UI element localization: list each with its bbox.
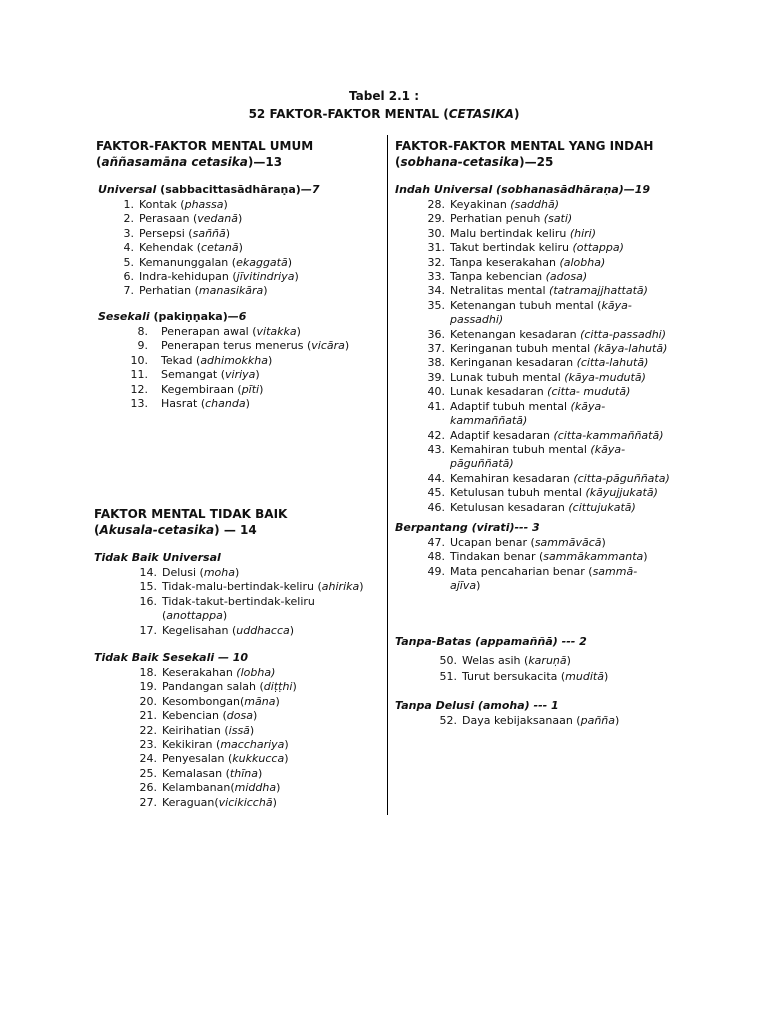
item-text: Lunak tubuh mental (kāya-mudutā): [450, 370, 646, 384]
list-item: [94, 695, 389, 709]
list-item: [94, 595, 389, 624]
list-item: [98, 397, 383, 411]
item-number: 12.: [130, 382, 148, 396]
item-number: 16.: [139, 594, 157, 608]
label-amoha: Tanpa Delusi (amoha) --- 1: [395, 699, 559, 712]
item-text: Penerapan terus menerus (vicāra): [161, 339, 350, 353]
list-item: [94, 624, 389, 638]
item-text: Kemahiran kesadaran (citta-pāguññata): [450, 471, 670, 485]
heading-umum: FAKTOR-FAKTOR MENTAL UMUM: [96, 139, 314, 153]
list-item: [395, 536, 680, 550]
item-text: Tindakan benar (sammākammanta): [450, 550, 648, 564]
item-text: Adaptif tubuh mental (kāya- kammaññatā): [450, 399, 606, 428]
item-text: Indra-kehidupan (jīvitindriya): [139, 270, 299, 284]
item-text: Kegembiraan (pīti): [161, 382, 264, 396]
item-number: 44.: [427, 471, 445, 485]
list-item: [395, 501, 680, 515]
table-title: Tabel 2.1 :: [349, 89, 419, 103]
group-amoha: [395, 699, 680, 728]
item-number: 21.: [139, 709, 157, 723]
item-text: Ketenangan kesadaran (citta-passadhi): [450, 327, 667, 341]
item-number: 51.: [439, 670, 457, 684]
item-text: Hasrat (chanda): [161, 397, 250, 411]
item-text: Keyakinan (saddhā): [450, 198, 560, 211]
item-number: 13.: [130, 397, 148, 411]
item-number: 25.: [139, 766, 157, 780]
list-item: [94, 666, 389, 680]
list-item: [395, 198, 680, 212]
list-item: [395, 371, 680, 385]
item-number: 19.: [139, 680, 157, 694]
list-item: [395, 356, 680, 370]
group-indah-universal: [395, 183, 680, 515]
item-text: Keserakahan (lobha): [162, 666, 276, 679]
list-item: [395, 486, 680, 500]
list-item: [98, 354, 383, 368]
item-number: 1.: [123, 198, 134, 211]
list-item: [98, 383, 383, 397]
list-item: [395, 429, 680, 443]
item-number: 33.: [427, 270, 445, 284]
item-number: 30.: [427, 226, 445, 240]
list-indah-universal: [395, 198, 680, 515]
list-item: [395, 270, 680, 284]
item-number: 34.: [427, 284, 445, 298]
item-number: 46.: [427, 500, 445, 514]
item-text: Mata pencaharian benar (sammā- ajīva): [450, 564, 638, 593]
item-text: Takut bertindak keliru (ottappa): [450, 241, 624, 255]
item-text: Pandangan salah (diṭṭhi): [162, 680, 297, 694]
item-number: 8.: [137, 325, 148, 338]
list-item: [395, 714, 680, 728]
label-virati: Berpantang (virati)--- 3: [395, 521, 540, 534]
item-number: 42.: [427, 428, 445, 442]
label-tidak-baik-universal: Tidak Baik Universal: [94, 551, 221, 564]
item-number: 10.: [130, 353, 148, 367]
item-continuation: kammaññatā): [450, 414, 528, 428]
item-text: Malu bertindak keliru (hiri): [450, 226, 597, 240]
list-sesekali: [98, 325, 383, 411]
list-tidak-baik-universal: [94, 566, 389, 638]
item-number: 9.: [137, 339, 148, 353]
label-sesekali: Sesekali (pakiṇṇaka)—6: [98, 310, 247, 323]
item-number: 43.: [427, 442, 445, 456]
item-continuation: ajīva): [450, 579, 481, 593]
item-number: 11.: [130, 368, 148, 382]
item-number: 5.: [123, 255, 134, 269]
item-text: Kehendak (cetanā): [139, 241, 243, 255]
item-text: Turut bersukacita (muditā): [462, 670, 609, 684]
list-item: [395, 227, 680, 241]
item-number: 38.: [427, 356, 445, 370]
heading-umum-sub: (aññasamāna cetasika)—13: [96, 155, 283, 169]
list-item: [98, 256, 383, 270]
group-virati: [395, 521, 680, 594]
item-continuation: passadhi): [450, 313, 504, 327]
section-indah: [395, 138, 675, 170]
item-text: Netralitas mental (tatramajjhattatā): [450, 284, 648, 298]
item-text: Welas asih (karuṇā): [462, 654, 571, 667]
list-item: [94, 580, 389, 594]
list-item: [395, 670, 680, 684]
item-number: 17.: [139, 623, 157, 637]
item-text: Kebencian (dosa): [162, 709, 258, 723]
list-item: [98, 368, 383, 382]
label-universal: Universal (sabbacittasādhāraṇa)—7: [98, 183, 320, 196]
item-number: 18.: [139, 666, 157, 679]
item-number: 40.: [427, 385, 445, 399]
label-indah-universal: Indah Universal (sobhanasādhāraṇa)—19: [395, 183, 651, 196]
list-item: [98, 212, 383, 226]
list-item: [98, 325, 383, 339]
item-number: 37.: [427, 342, 445, 356]
item-text: Keraguan(vicikicchā): [162, 795, 277, 809]
group-universal: [98, 183, 383, 299]
item-number: 31.: [427, 241, 445, 255]
item-text: Tidak-malu-bertindak-keliru (ahirika): [162, 580, 364, 594]
item-number: 49.: [427, 564, 445, 578]
list-appamanna: [395, 654, 680, 685]
item-text: Lunak kesadaran (citta- mudutā): [450, 385, 631, 399]
item-number: 29.: [427, 212, 445, 226]
list-item: [94, 724, 389, 738]
item-number: 4.: [123, 241, 134, 255]
list-item: [98, 198, 383, 212]
list-item: [395, 565, 680, 594]
label-tidak-baik-sesekali: Tidak Baik Sesekali — 10: [94, 651, 249, 664]
list-item: [94, 767, 389, 781]
item-text: Tanpa keserakahan (alobha): [450, 255, 606, 269]
list-item: [94, 680, 389, 694]
item-text: Semangat (viriya): [161, 368, 260, 382]
item-text: Tanpa kebencian (adosa): [450, 270, 588, 284]
item-number: 23.: [139, 738, 157, 752]
item-text: Penerapan awal (vitakka): [161, 325, 301, 338]
list-item: [395, 472, 680, 486]
list-item: [395, 241, 680, 255]
list-item: [395, 328, 680, 342]
group-tidak-baik-universal: [94, 551, 389, 638]
list-item: [395, 443, 680, 472]
section-tidak-baik: [94, 506, 379, 538]
item-text: Persepsi (saññā): [139, 226, 231, 240]
item-text: Kontak (phassa): [139, 198, 228, 211]
item-text: Delusi (moha): [162, 566, 240, 579]
item-number: 28.: [427, 198, 445, 211]
item-number: 2.: [123, 212, 134, 226]
label-appamanna: Tanpa-Batas (appamaññā) --- 2: [395, 635, 587, 648]
item-number: 7.: [123, 284, 134, 298]
item-continuation: pāguññatā): [450, 457, 514, 471]
item-number: 26.: [139, 781, 157, 795]
list-item: [94, 566, 389, 580]
list-item: [395, 550, 680, 564]
list-item: [98, 227, 383, 241]
item-text: Tidak-takut-bertindak-keliru (anottappa): [162, 594, 315, 623]
item-number: 50.: [439, 654, 457, 667]
item-text: Kemanunggalan (ekaggatā): [139, 255, 293, 269]
list-item: [395, 342, 680, 356]
item-number: 15.: [139, 580, 157, 594]
item-text: Kekikiran (macchariya): [162, 738, 289, 752]
list-item: [98, 270, 383, 284]
item-number: 3.: [123, 226, 134, 240]
item-number: 41.: [427, 399, 445, 413]
list-item: [94, 709, 389, 723]
list-item: [395, 299, 680, 328]
heading-indah: FAKTOR-FAKTOR MENTAL YANG INDAH: [395, 139, 654, 153]
item-text: Tekad (adhimokkha): [161, 353, 273, 367]
item-number: 24.: [139, 752, 157, 766]
list-virati: [395, 536, 680, 594]
list-item: [395, 256, 680, 270]
list-item: [98, 241, 383, 255]
group-tidak-baik-sesekali: [94, 651, 389, 810]
item-number: 32.: [427, 255, 445, 269]
item-text: Daya kebijaksanaan (pañña): [462, 714, 620, 727]
item-number: 52.: [439, 714, 457, 727]
item-number: 22.: [139, 723, 157, 737]
list-item: [395, 284, 680, 298]
item-number: 20.: [139, 694, 157, 708]
item-number: 35.: [427, 298, 445, 312]
table-subtitle: 52 FAKTOR-FAKTOR MENTAL (CETASIKA): [248, 107, 520, 121]
list-amoha: [395, 714, 680, 728]
item-number: 36.: [427, 327, 445, 341]
item-text: Keringanan kesadaran (citta-lahutā): [450, 356, 649, 370]
heading-tidak-baik-sub: (Akusala-cetasika) — 14: [94, 523, 257, 537]
item-text: Ucapan benar (sammāvācā): [450, 536, 606, 549]
item-number: 14.: [139, 566, 157, 579]
item-text: Kemalasan (thīna): [162, 766, 263, 780]
item-text: Perhatian penuh (sati): [450, 212, 573, 226]
list-item: [98, 339, 383, 353]
item-text: Keringanan tubuh mental (kāya-lahutā): [450, 342, 668, 356]
heading-tidak-baik: FAKTOR MENTAL TIDAK BAIK: [94, 507, 288, 521]
item-text: Kegelisahan (uddhacca): [162, 623, 295, 637]
list-item: [94, 738, 389, 752]
group-sesekali: [98, 310, 383, 411]
item-text: Kesombongan(māna): [162, 694, 280, 708]
list-item: [395, 654, 680, 668]
list-item: [94, 752, 389, 766]
section-umum: [96, 138, 381, 170]
item-number: 47.: [427, 536, 445, 549]
item-text: Kemahiran tubuh mental (kāya- pāguññatā): [450, 442, 626, 471]
list-item: [395, 385, 680, 399]
item-text: Kelambanan(middha): [162, 781, 281, 795]
item-continuation: (anottappa): [162, 609, 228, 623]
item-number: 48.: [427, 550, 445, 564]
group-appamanna: [395, 635, 680, 687]
item-text: Ketulusan kesadaran (cittujukatā): [450, 500, 636, 514]
list-item: [98, 284, 383, 298]
heading-indah-sub: (sobhana-cetasika)—25: [395, 155, 554, 169]
list-item: [94, 781, 389, 795]
item-text: Perhatian (manasikāra): [139, 284, 268, 298]
item-text: Penyesalan (kukkucca): [162, 752, 289, 766]
list-tidak-baik-sesekali: [94, 666, 389, 810]
item-number: 45.: [427, 486, 445, 500]
item-number: 39.: [427, 370, 445, 384]
list-item: [395, 212, 680, 226]
list-item: [395, 400, 680, 429]
list-item: [94, 796, 389, 810]
item-text: Perasaan (vedanā): [139, 212, 243, 226]
item-text: Ketenangan tubuh mental (kāya- passadhi): [450, 298, 632, 327]
list-universal: [98, 198, 383, 299]
item-text: Adaptif kesadaran (citta-kammaññatā): [450, 428, 664, 442]
item-text: Keirihatian (issā): [162, 723, 255, 737]
item-number: 27.: [139, 795, 157, 809]
item-number: 6.: [123, 270, 134, 284]
item-text: Ketulusan tubuh mental (kāyujjukatā): [450, 486, 658, 500]
